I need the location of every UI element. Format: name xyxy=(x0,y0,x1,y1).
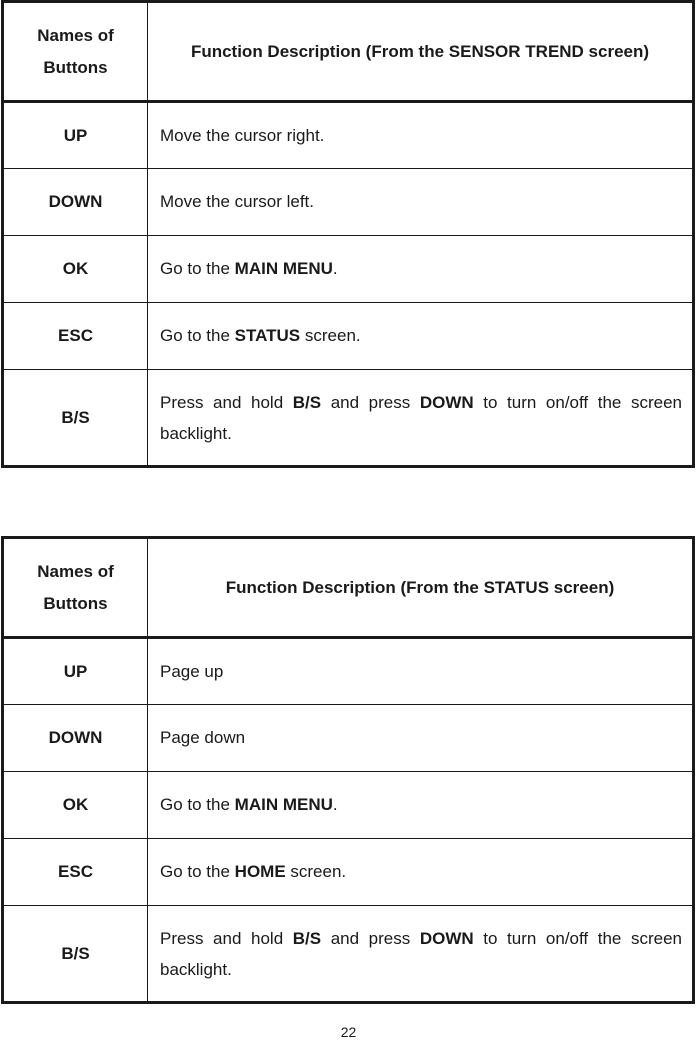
function-description xyxy=(148,236,694,303)
header-function-description: Function Description (From the SENSOR TREND screen) xyxy=(148,2,694,102)
description-text: Go to the xyxy=(160,326,235,345)
header-names-of-buttons: Names of Buttons xyxy=(3,538,148,638)
description-paragraph xyxy=(160,923,682,985)
description-text: and press xyxy=(321,392,420,412)
button-name: ESC xyxy=(3,839,148,906)
button-name: UP xyxy=(3,638,148,705)
table-header-row xyxy=(3,2,694,102)
description-text: and press xyxy=(321,928,420,948)
button-name: OK xyxy=(3,236,148,303)
description-text: Move the cursor left. xyxy=(160,192,315,211)
description-bold-text: HOME xyxy=(234,862,286,881)
description-text: Move the cursor right. xyxy=(160,125,325,145)
sensor-trend-button-table xyxy=(1,0,695,468)
description-text: Page up xyxy=(160,661,224,681)
function-description xyxy=(148,772,694,839)
table-row xyxy=(3,102,694,169)
table-row xyxy=(3,638,694,705)
description-text: . xyxy=(332,795,338,814)
description-text: Page down xyxy=(160,728,246,747)
function-description xyxy=(148,303,694,370)
function-description xyxy=(148,638,694,705)
description-bold-text: STATUS xyxy=(234,326,301,345)
page-number: 22 xyxy=(340,1024,357,1040)
button-name: DOWN xyxy=(3,169,148,236)
button-name: OK xyxy=(3,772,148,839)
description-text: screen. xyxy=(300,326,361,345)
table-row xyxy=(3,236,694,303)
table-row xyxy=(3,906,694,1003)
description-text: Press and hold xyxy=(160,392,293,412)
function-description xyxy=(148,169,694,236)
description-text: Press and hold xyxy=(160,928,293,948)
button-name: B/S xyxy=(3,370,148,467)
function-description xyxy=(148,906,694,1003)
button-name: ESC xyxy=(3,303,148,370)
description-bold-text: DOWN xyxy=(419,392,474,412)
button-name: B/S xyxy=(3,906,148,1003)
status-button-table xyxy=(1,536,695,1004)
description-text: . xyxy=(332,259,338,278)
header-function-description: Function Description (From the STATUS screen) xyxy=(148,538,694,638)
button-name: DOWN xyxy=(3,705,148,772)
description-text: Go to the xyxy=(160,795,235,814)
description-bold-text: B/S xyxy=(292,928,322,948)
button-name: UP xyxy=(3,102,148,169)
description-text: to turn on/off the screen backlight. xyxy=(160,392,682,443)
table-row xyxy=(3,370,694,467)
description-text: Go to the xyxy=(160,259,235,278)
table-row xyxy=(3,772,694,839)
description-paragraph xyxy=(160,387,682,449)
description-text: Go to the xyxy=(160,862,235,881)
function-description xyxy=(148,102,694,169)
description-bold-text: MAIN MENU xyxy=(234,259,333,278)
table-row xyxy=(3,169,694,236)
function-description xyxy=(148,839,694,906)
table-row xyxy=(3,303,694,370)
description-text: screen. xyxy=(285,862,347,881)
description-text: to turn on/off the screen backlight. xyxy=(160,928,682,979)
header-names-of-buttons: Names of Buttons xyxy=(3,2,148,102)
description-bold-text: DOWN xyxy=(419,928,474,948)
description-bold-text: MAIN MENU xyxy=(234,795,333,814)
description-bold-text: B/S xyxy=(292,392,322,412)
function-description xyxy=(148,705,694,772)
table-row xyxy=(3,705,694,772)
table-row xyxy=(3,839,694,906)
function-description xyxy=(148,370,694,467)
table-header-row xyxy=(3,538,694,638)
